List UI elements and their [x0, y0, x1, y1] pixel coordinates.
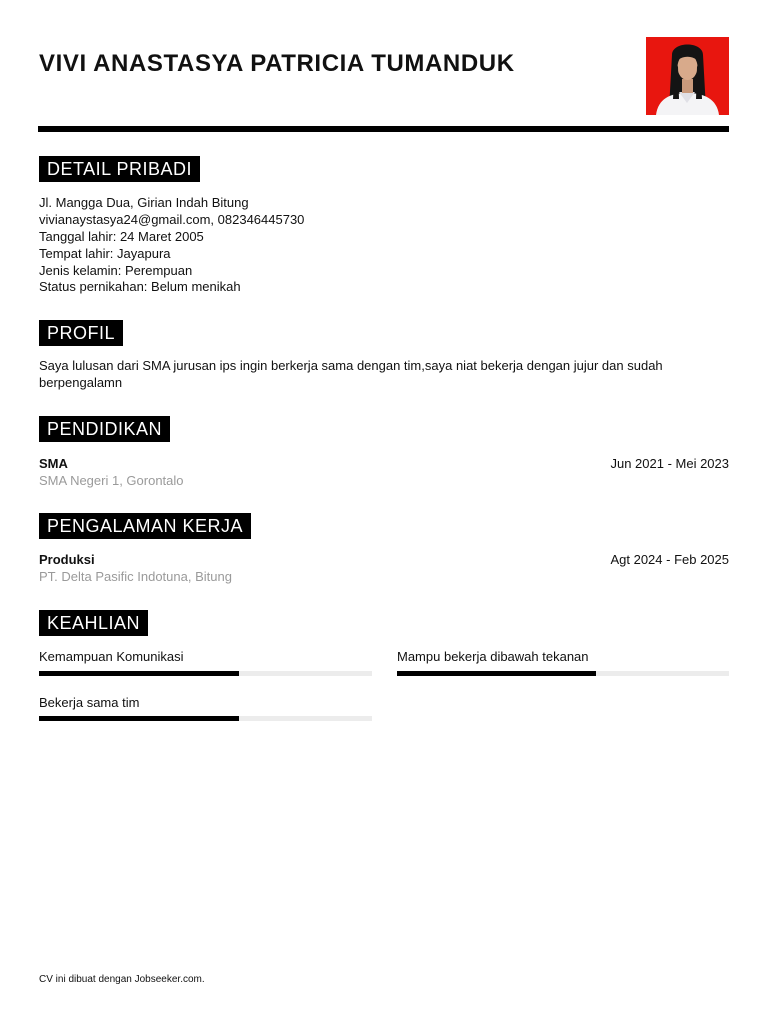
section-heading-profile: PROFIL [39, 320, 123, 346]
skill-level-bar [397, 671, 729, 676]
section-heading-education: PENDIDIKAN [39, 416, 170, 442]
skill-level-bar [39, 671, 372, 676]
personal-birth-date: Tanggal lahir: 24 Maret 2005 [39, 229, 204, 244]
section-heading-skills: KEAHLIAN [39, 610, 148, 636]
personal-address: Jl. Mangga Dua, Girian Indah Bitung [39, 195, 249, 210]
person-photo-icon [646, 37, 729, 115]
experience-role: Produksi [39, 552, 95, 567]
profile-summary: Saya lulusan dari SMA jurusan ips ingin berkerja sama dengan tim,saya niat bekerja dengan jujur dan sudah berpengalamn [39, 358, 663, 390]
skill-label: Kemampuan Komunikasi [39, 649, 184, 664]
section-heading-personal: DETAIL PRIBADI [39, 156, 200, 182]
section-heading-experience: PENGALAMAN KERJA [39, 513, 251, 539]
experience-company: PT. Delta Pasific Indotuna, Bitung [39, 569, 232, 584]
education-degree: SMA [39, 456, 68, 471]
skill-label: Bekerja sama tim [39, 695, 140, 710]
footer-credit: CV ini dibuat dengan Jobseeker.com. [39, 974, 205, 985]
skill-level-bar [39, 716, 372, 721]
header-divider [38, 126, 729, 132]
personal-gender: Jenis kelamin: Perempuan [39, 263, 193, 278]
personal-marital-status: Status pernikahan: Belum menikah [39, 279, 241, 294]
personal-contact: vivianaystasya24@gmail.com, 082346445730 [39, 212, 305, 227]
skill-level-fill [39, 716, 239, 721]
profile-photo [646, 37, 729, 115]
education-institution: SMA Negeri 1, Gorontalo [39, 473, 184, 488]
experience-period: Agt 2024 - Feb 2025 [610, 552, 729, 567]
candidate-name: VIVI ANASTASYA PATRICIA TUMANDUK [39, 50, 515, 77]
personal-birth-place: Tempat lahir: Jayapura [39, 246, 171, 261]
skill-label: Mampu bekerja dibawah tekanan [397, 649, 589, 664]
skill-level-fill [39, 671, 239, 676]
skill-level-fill [397, 671, 596, 676]
education-period: Jun 2021 - Mei 2023 [610, 456, 729, 471]
